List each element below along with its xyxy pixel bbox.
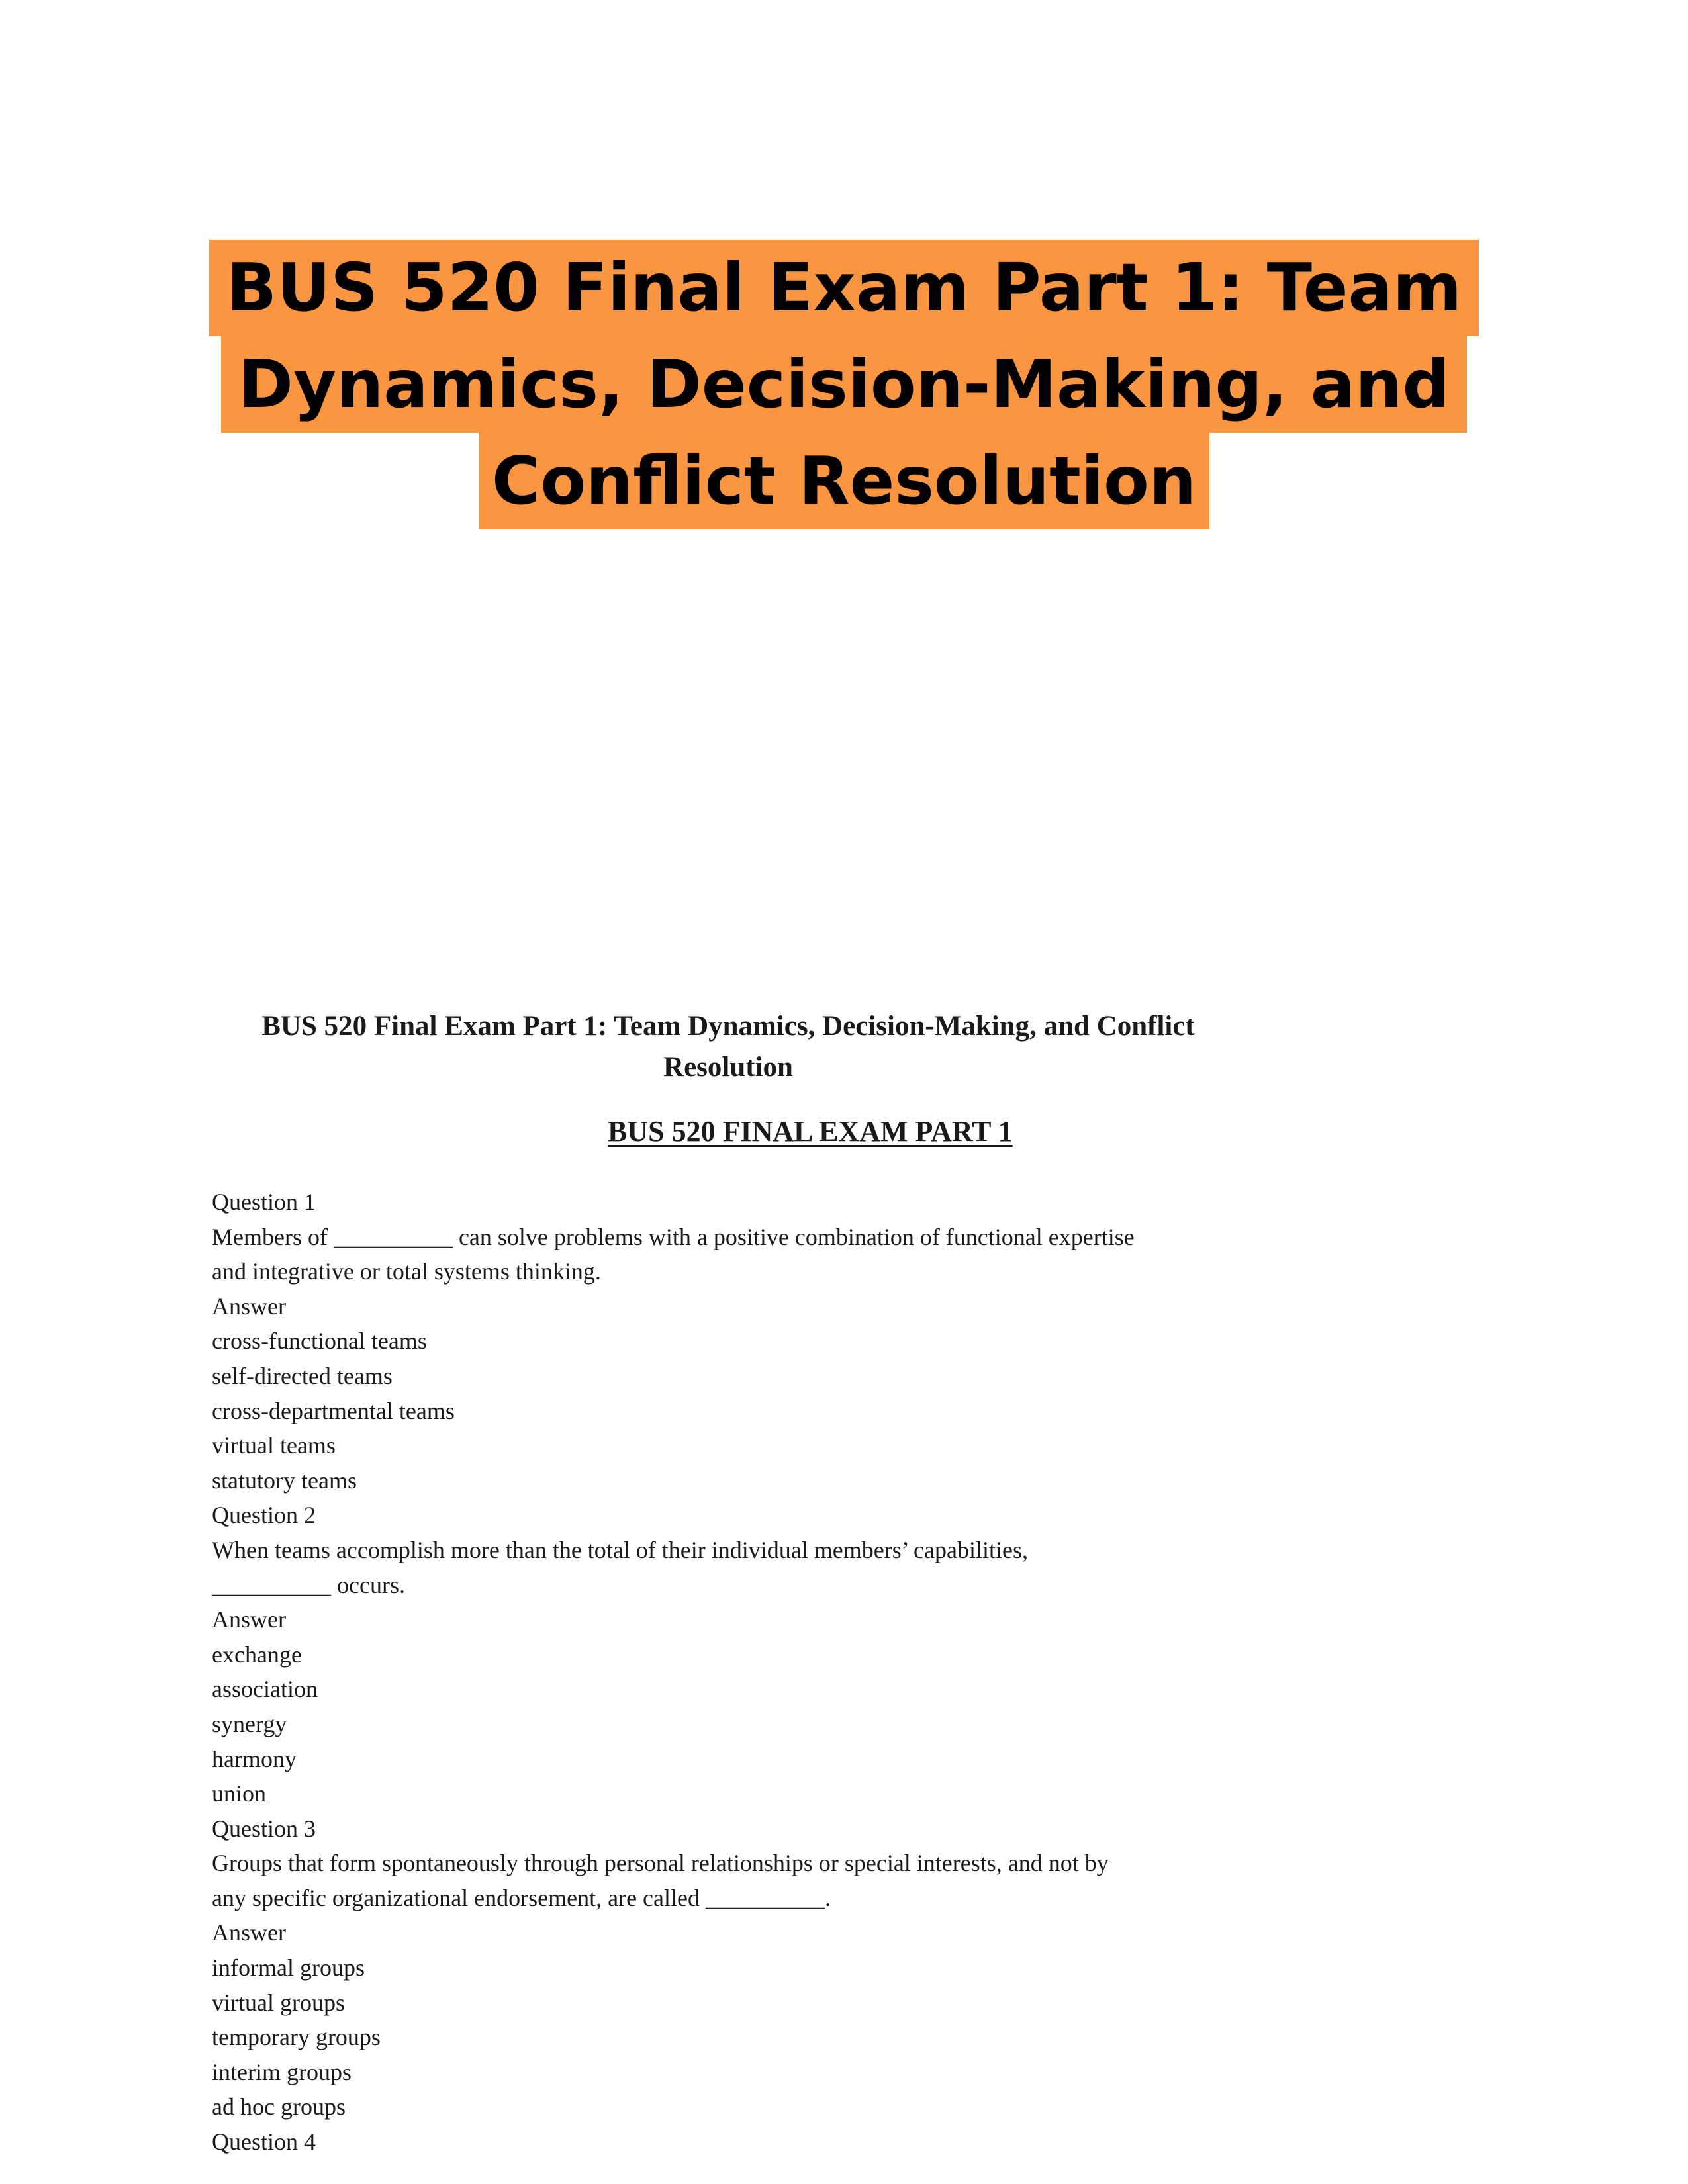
answer-option: temporary groups xyxy=(212,2024,381,2051)
banner-title xyxy=(0,240,1688,529)
question-heading: Question 3 xyxy=(212,1815,316,1842)
question-heading: Question 2 xyxy=(212,1502,316,1529)
answer-option: union xyxy=(212,1780,267,1807)
question-heading: Question 1 xyxy=(212,1189,316,1215)
document-title-line-1: BUS 520 Final Exam Part 1: Team Dynamics, Decision-Making, and Conflict xyxy=(261,1011,1195,1042)
answer-option: harmony xyxy=(212,1745,297,1772)
answer-option: self-directed teams xyxy=(212,1362,393,1389)
banner-line-1 xyxy=(0,240,1688,336)
document-title xyxy=(212,1006,1244,1088)
question-text: __________ occurs. xyxy=(212,1571,405,1598)
answer-option: interim groups xyxy=(212,2058,352,2085)
answer-option: exchange xyxy=(212,1641,302,1668)
document-title-line-2: Resolution xyxy=(663,1052,793,1083)
answer-option: statutory teams xyxy=(212,1467,357,1494)
question-list xyxy=(212,1185,1258,2160)
question-text: When teams accomplish more than the total of their individual members’ capabilities, xyxy=(212,1536,1028,1563)
banner-text-1: BUS 520 Final Exam Part 1: Team xyxy=(209,240,1479,336)
answer-label: Answer xyxy=(212,1293,286,1320)
question-text: Members of __________ can solve problems with a positive combination of functional expertise xyxy=(212,1223,1135,1250)
banner-line-3 xyxy=(0,433,1688,529)
banner-text-2: Dynamics, Decision-Making, and xyxy=(221,336,1467,433)
answer-label: Answer xyxy=(212,1919,286,1946)
answer-option: synergy xyxy=(212,1710,287,1737)
banner-text-3: Conflict Resolution xyxy=(479,433,1209,529)
answer-option: association xyxy=(212,1676,318,1703)
answer-option: virtual groups xyxy=(212,1989,345,2016)
question-heading: Question 4 xyxy=(212,2128,316,2156)
answer-option: cross-functional teams xyxy=(212,1328,427,1355)
question-text: Groups that form spontaneously through personal relationships or special interests, and not by xyxy=(212,1850,1109,1877)
document-subtitle: BUS 520 FINAL EXAM PART 1 xyxy=(608,1115,1013,1148)
answer-option: informal groups xyxy=(212,1954,365,1981)
answer-option: cross-departmental teams xyxy=(212,1397,455,1424)
answer-option: virtual teams xyxy=(212,1432,336,1459)
banner-line-2 xyxy=(0,336,1688,433)
question-text: and integrative or total systems thinking. xyxy=(212,1258,601,1285)
answer-label: Answer xyxy=(212,1606,286,1633)
answer-option: ad hoc groups xyxy=(212,2093,346,2120)
question-text: any specific organizational endorsement, are called __________. xyxy=(212,1884,831,1911)
